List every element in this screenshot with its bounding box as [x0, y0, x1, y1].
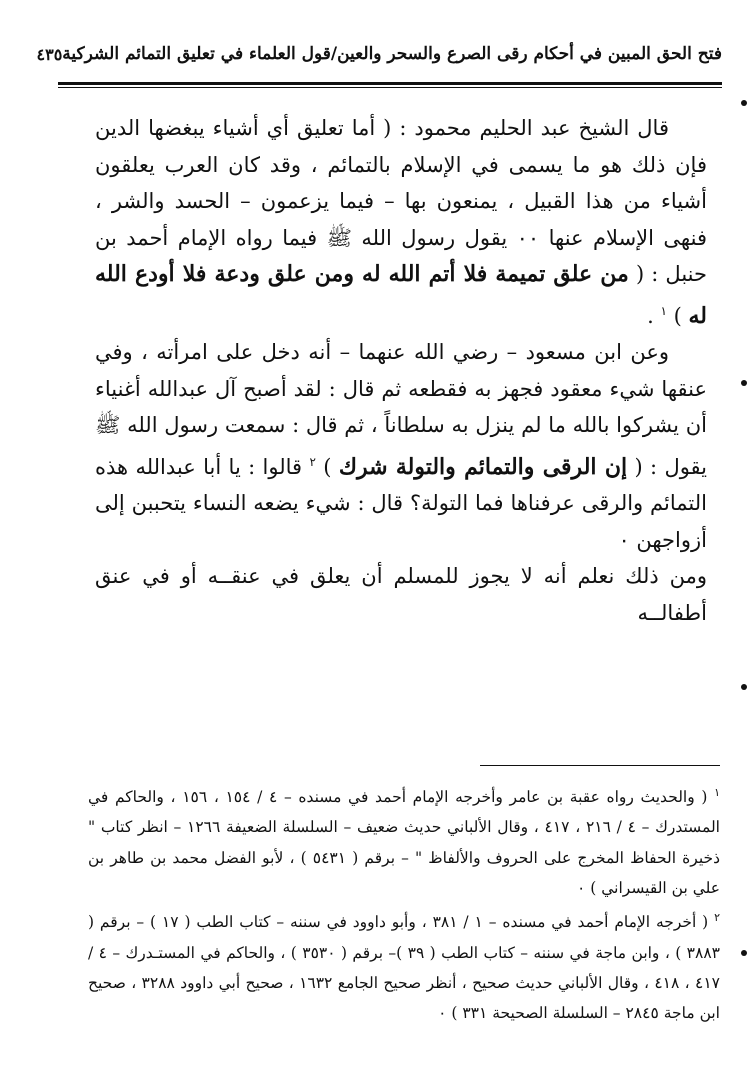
footnote-2 — [88, 903, 720, 1028]
footnote-ref-2[interactable]: ٢ — [309, 454, 316, 469]
margin-dot — [741, 684, 747, 690]
paragraph-1-text: قال الشيخ عبد الحليم محمود : ( أما تعليق أي أشياء يبغضها الدين فإن ذلك هو ما يسمى في الإسلام بالتمائم ، وقد كان العرب يعلقون أشياء من هذا القبيل ، يمنعون بها – فيما يزعمون – الحسد والشر ، فنهى الإسلام عنها ٠٠ يقول رسول الله ﷺ فيما رواه الإمام أحمد بن حنبل : ( — [95, 116, 707, 286]
margin-dot — [741, 950, 747, 956]
page-number: ٤٣٥ — [36, 44, 63, 64]
quote-close-1: ) — [673, 303, 682, 328]
running-header — [36, 34, 722, 74]
paragraph-1-end: . — [647, 303, 654, 328]
quote-close-2: ) — [323, 454, 332, 479]
footnote-ref-1[interactable]: ١ — [660, 303, 667, 318]
footnote-separator — [480, 765, 720, 766]
footnote-1 — [88, 778, 720, 903]
header-rule-thin — [58, 87, 722, 88]
paragraph-2-rest: قالوا : يا أبا عبدالله هذه التمائم والرقى عرفناها فما التولة؟ قال : شيء يضعه النساء يتحببن إلى أزواجهن ٠ — [95, 454, 707, 552]
footnote-2-number: ٢ — [714, 911, 721, 925]
paragraph-2-text: وعن ابن مسعود – رضي الله عنهما – أنه دخل على امرأته ، وفي عنقها شيء معقود فجهز به فقطعه ثم قال : لقد أصبح آل عبدالله أغنياء أن يشركوا بالله ما لم ينزل به سلطاناً ، ثم قال : سمعت رسول الله ﷺ يقول : ( — [95, 340, 708, 479]
margin-dot — [741, 380, 747, 386]
margin-dot — [741, 100, 747, 106]
footnotes — [88, 778, 720, 1029]
paragraph-2 — [95, 334, 707, 558]
header-title: فتح الحق المبين في أحكام رقى الصرع والسحر والعين/قول العلماء في تعليق التمائم الشركية — [62, 44, 722, 64]
hadith-quote-1: من علق تميمة فلا أتم الله له ومن علق ودعة فلا أودع الله له — [95, 261, 707, 329]
header-rule-thick — [58, 82, 722, 85]
paragraph-3-text: ومن ذلك نعلم أنه لا يجوز للمسلم أن يعلق في عنقــه أو في عنق أطفالــه — [95, 564, 707, 625]
main-text — [95, 110, 707, 631]
footnote-1-number: ١ — [714, 786, 720, 799]
footnote-1-text: ( والحديث رواه عقبة بن عامر وأخرجه الإمام أحمد في مسنده – ٤ / ١٥٤ ، ١٥٦ ، والحاكم في المستدرك – ٤ / ٢١٦ ، ٤١٧ ، وقال الألباني حديث ضعيف – السلسلة الضعيفة ١٢٦٦ – انظر كتاب " ذخيرة الحفاظ المخرج على الحروف والألفاظ " – برقم ( ٥٤٣١ ) ، لأبو الفضل محمد بن طاهر بن علي بن القيسراني ) ٠ — [88, 788, 720, 898]
paragraph-1 — [95, 110, 707, 334]
footnote-2-text: ( أخرجه الإمام أحمد في مسنده – ١ / ٣٨١ ، وأبو داوود في سننه – كتاب الطب ( ١٧ ) – برقم ( ٣٨٨٣ ) ، وابن ماجة في سننه – كتاب الطب ( ٣٩ )– برقم ( ٣٥٣٠ ) ، والحاكم في المستـدرك – ٤ / ٤١٧ ، ٤١٨ ، وقال الألباني حديث صحيح ، أنظر صحيح الجامع ١٦٣٢ ، صحيح أبي داوود ٣٢٨٨ ، صحيح ابن ماجة ٢٨٤٥ – السلسلة الصحيحة ٣٣١ ) ٠ — [88, 913, 721, 1023]
hadith-quote-2: إن الرقى والتمائم والتولة شرك — [338, 453, 628, 480]
paragraph-3 — [95, 558, 707, 631]
